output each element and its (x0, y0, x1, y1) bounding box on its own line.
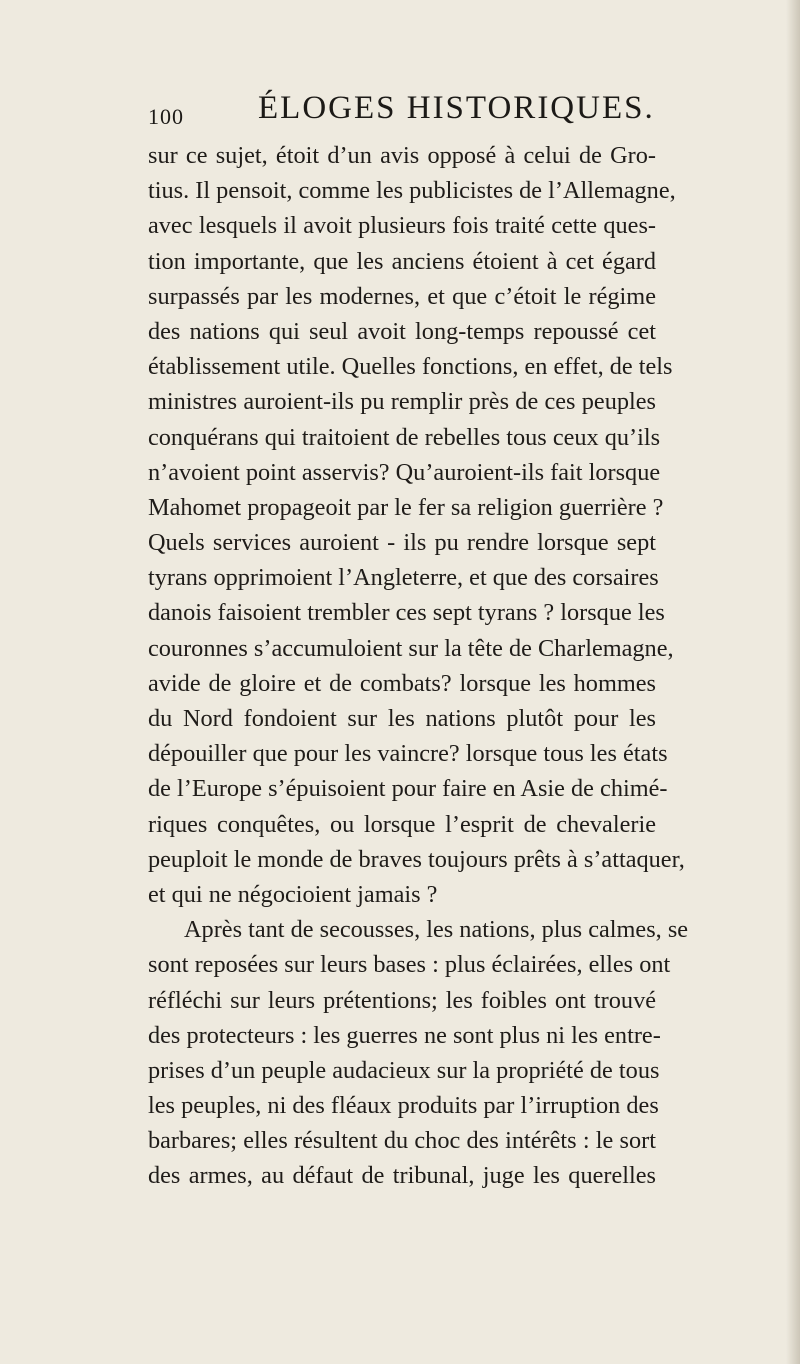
text-line: tion importante, que les anciens étoient à cet égard (148, 247, 656, 275)
text-line: sont reposées sur leurs bases : plus éclairées, elles ont (148, 951, 671, 979)
text-line: établissement utile. Quelles fonctions, en effet, de tels (148, 353, 673, 381)
text-line: Mahomet propageoit par le fer sa religion guerrière ? (148, 493, 664, 521)
text-line: des protecteurs : les guerres ne sont plus ni les entre- (148, 1021, 661, 1049)
text-line: Après tant de secousses, les nations, plus calmes, se (184, 916, 689, 944)
text-line: des nations qui seul avoit long-temps repoussé cet (148, 317, 656, 345)
text-line: sur ce sujet, étoit d’un avis opposé à celui de Gro- (148, 142, 656, 169)
text-line: avec lesquels il avoit plusieurs fois traité cette ques- (148, 212, 656, 240)
body-text (148, 138, 689, 1194)
text-line: tius. Il pensoit, comme les publicistes de l’Allemagne, (148, 177, 676, 205)
text-line: du Nord fondoient sur les nations plutôt pour les (148, 705, 656, 732)
text-line: danois faisoient trembler ces sept tyrans ? lorsque les (148, 599, 665, 627)
page-header (148, 90, 668, 140)
text-line: dépouiller que pour les vaincre? lorsque tous les états (148, 740, 668, 768)
running-title: ÉLOGES HISTORIQUES. (258, 90, 655, 126)
text-line: Quels services auroient - ils pu rendre lorsque sept (148, 529, 656, 557)
text-line: réfléchi sur leurs prétentions; les foibles ont trouvé (148, 986, 656, 1014)
text-line: tyrans opprimoient l’Angleterre, et que des corsaires (148, 564, 659, 592)
text-line: surpassés par les modernes, et que c’étoit le régime (148, 282, 656, 310)
text-line: n’avoient point asservis? Qu’auroient-ils fait lorsque (148, 458, 661, 486)
text-line: les peuples, ni des fléaux produits par l’irruption des (148, 1092, 659, 1120)
text-line: couronnes s’accumuloient sur la tête de Charlemagne, (148, 634, 674, 662)
text-line: conquérans qui traitoient de rebelles tous ceux qu’ils (148, 423, 661, 451)
page-number: 100 (148, 104, 184, 129)
text-line: avide de gloire et de combats? lorsque les hommes (148, 669, 656, 697)
text-line: prises d’un peuple audacieux sur la propriété de tous (148, 1056, 660, 1084)
paragraph (148, 912, 689, 1194)
text-line: de l’Europe s’épuisoient pour faire en Asie de chimé- (148, 775, 668, 803)
text-line: ministres auroient-ils pu remplir près de ces peuples (148, 388, 656, 416)
text-line: riques conquêtes, ou lorsque l’esprit de chevalerie (148, 810, 656, 838)
text-line: des armes, au défaut de tribunal, juge les querelles (148, 1162, 656, 1190)
text-line: peuploit le monde de braves toujours prêts à s’attaquer, (148, 845, 685, 873)
text-line: barbares; elles résultent du choc des intérêts : le sort (148, 1127, 656, 1155)
paragraph (148, 138, 685, 912)
text-line: et qui ne négocioient jamais ? (148, 880, 438, 908)
